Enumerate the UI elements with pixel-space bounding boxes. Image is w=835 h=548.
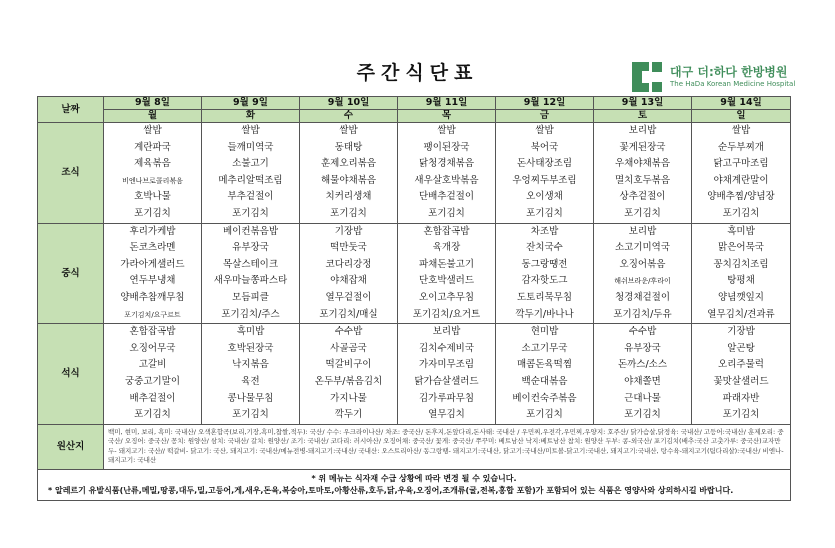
notes-row [38,469,791,500]
menu-item: 훈제오리볶음 [320,158,377,170]
menu-item: 쌀밥 [241,125,260,136]
menu-item: 궁중고기말이 [124,375,181,387]
menu-item: 깍두기/바나나 [515,308,574,320]
lunch-cell [692,223,791,324]
menu-item: 단배추겉절이 [418,191,475,203]
menu-item: 우엉찌두부조림 [512,174,577,186]
day-weekday: 금 [496,110,594,123]
menu-item: 연두부냉채 [129,275,176,287]
menu-item: 청경채겉절이 [614,291,671,303]
menu-item: 포기김치 [624,409,661,421]
menu-item: 백순대볶음 [521,375,568,387]
menu-item: 포기김치 [232,207,269,219]
menu-item: 메추리알떡조림 [218,174,283,186]
row-label-dinner: 석식 [38,324,104,425]
menu-item: 도토리묵무침 [516,291,573,303]
lunch-cell [496,223,594,324]
note-menu-change: * 위 메뉴는 식자재 수급 상황에 따라 변경 될 수 있습니다. [311,473,517,483]
menu-item: 포기김치 [330,207,367,219]
menu-item: 코다리강정 [325,258,372,270]
menu-item: 순두부찌개 [718,141,764,153]
hospital-logo [632,62,802,94]
menu-item: 팽이된장국 [423,141,470,153]
breakfast-cell [496,123,594,224]
notes-cell [38,469,791,500]
menu-item: 포기김치 [722,207,760,219]
menu-item: 낙지볶음 [232,359,269,371]
menu-item: 오이생채 [526,191,563,203]
day-weekday: 목 [398,110,496,123]
menu-item: 포기김치/주스 [221,308,280,320]
lunch-row [38,223,791,324]
menu-item: 호박된장국 [227,342,274,354]
menu-item: 사골곰국 [330,342,367,354]
menu-item: 돈코츠라멘 [129,242,176,254]
menu-item: 야채계란말이 [713,174,769,186]
menu-item: 단호박샐러드 [418,275,475,287]
menu-item: 포기김치 [134,409,171,421]
menu-item: 포기김치 [428,207,465,219]
lunch-cell [594,223,692,324]
menu-item: 새우마늘쫑파스타 [213,275,288,287]
menu-item: 쌀밥 [731,125,751,136]
menu-item: 포기김치 [722,409,760,421]
menu-item: 김가루파무침 [418,392,475,404]
origin-row [38,424,791,469]
menu-item: 감자핫도그 [521,275,568,287]
logo-name: 대구 더:하다 한방병원 [670,65,788,79]
menu-item: 야채쫄면 [624,375,661,387]
date-row [38,97,791,110]
menu-item: 북어국 [530,141,559,153]
note-allergy: * 알레르기 유발식품(난류,메밀,땅콩,대두,밀,고등어,게,새우,돈육,복숭아,토마토,아황산류,호두,닭,우육,오징어,조개류(굴,전복,홍합 포함)가 포함되어 있는 식품은 영양사와 상의하시길 바랍니다. [48,485,734,495]
menu-item: 유부장국 [624,342,661,354]
menu-item: 열무겉절이 [325,291,372,303]
menu-item: 열무김치/견과류 [707,308,775,320]
menu-item: 해쉬브라운/후라이 [614,277,671,286]
page-title: 주간식단표 [356,62,479,84]
dinner-cell [104,324,202,425]
breakfast-row [38,123,791,224]
menu-item: 베이컨볶음밥 [222,225,279,237]
menu-item: 포기김치 [134,207,171,219]
menu-item: 양배추찜/양념장 [707,191,775,203]
menu-item: 육개장 [432,242,461,254]
menu-item: 떡갈비구이 [325,359,372,371]
day-date: 9월 8일 [104,97,202,110]
menu-item: 오이고추무침 [418,291,475,303]
day-date: 9월 13일 [594,97,692,110]
menu-item: 기장밥 [727,326,755,338]
menu-item: 보리밥 [628,125,657,136]
breakfast-cell [692,123,791,224]
menu-item: 동태탕 [334,141,363,153]
menu-item: 양념깻잎지 [718,291,764,303]
menu-item: 보리밥 [432,326,461,338]
menu-item: 육전 [241,375,260,387]
dinner-cell [496,324,594,425]
menu-item: 포기김치 [526,409,563,421]
menu-item: 배추겉절이 [129,392,176,404]
menu-item: 닭청경채볶음 [418,158,475,170]
menu-item: 유부장국 [232,242,269,254]
menu-item: 멸치호두볶음 [614,174,671,186]
menu-item: 야채잡채 [330,275,367,287]
menu-item: 쌀밥 [143,125,162,136]
menu-item: 소불고기 [232,158,269,170]
day-weekday: 수 [300,110,398,123]
menu-item: 포기김치 [526,207,563,219]
menu-item: 상추겉절이 [619,191,666,203]
menu-item: 맑은어묵국 [718,242,764,254]
menu-item: 쌀밥 [437,125,456,136]
menu-item: 새우살호박볶음 [414,174,479,186]
menu-item: 포기김치/두유 [613,308,672,320]
row-label-breakfast: 조식 [38,123,104,224]
menu-item: 잔치국수 [526,242,563,254]
menu-item: 꽃맛살샐러드 [713,375,769,387]
menu-item: 오리주물럭 [718,359,764,371]
day-weekday: 일 [692,110,791,123]
menu-item: 양배추참깨무침 [120,291,185,303]
day-weekday: 화 [202,110,300,123]
menu-item: 탕평채 [727,275,755,287]
lunch-cell [202,223,300,324]
lunch-cell [300,223,398,324]
menu-item: 가라아게샐러드 [120,258,185,270]
hospital-logo-icon [632,62,662,92]
menu-item: 혼합잡곡밥 [423,225,470,237]
menu-item: 쌀밥 [535,125,554,136]
menu-item: 치커리생채 [325,191,372,203]
breakfast-cell [594,123,692,224]
day-weekday: 토 [594,110,692,123]
menu-item: 온두부/볶음김치 [314,375,383,387]
row-label-origin: 원산지 [38,424,104,469]
row-label-date: 날짜 [38,97,104,123]
menu-item: 혼합잡곡밥 [129,326,176,338]
logo-subtitle: The HaDa Korean Medicine Hospital [670,80,796,88]
dinner-cell [300,324,398,425]
menu-item: 포기김치/매실 [319,308,378,320]
menu-item: 포기김치/요거트 [412,308,481,320]
menu-item: 수수밥 [334,326,363,338]
menu-item: 열무김치 [428,409,465,421]
menu-item: 떡만둣국 [330,242,367,254]
menu-item: 흑미밥 [236,326,265,338]
menu-item: 돈까스/소스 [617,359,668,371]
menu-item: 기장밥 [334,225,363,237]
menu-item: 고갈비 [138,359,167,371]
menu-item: 수수밥 [628,326,657,338]
menu-item: 돈사태장조림 [516,158,573,170]
menu-item: 부추겉절이 [227,191,274,203]
weekday-row [38,110,791,123]
menu-item: 보리밥 [628,225,657,237]
menu-item: 닭고구마조림 [713,158,769,170]
day-date: 9월 12일 [496,97,594,110]
dinner-row [38,324,791,425]
menu-item: 흑미밥 [727,225,755,237]
menu-item: 근대나물 [624,392,661,404]
menu-item: 김치수제비국 [418,342,475,354]
lunch-cell [398,223,496,324]
dinner-cell [202,324,300,425]
menu-item: 우채야채볶음 [614,158,671,170]
breakfast-cell [104,123,202,224]
menu-item: 베이컨숙주볶음 [512,392,577,404]
origin-text: 백미, 현미, 보리, 흑미: 국내산/ 오색혼합곡(보리,기장,흑미,찹쌀,적두): 국산/ 수수: 우크라이나산/ 차조: 중국산/ 돈후지,돈앞다리,돈사태: 국내산 / 우민찌,우전각,우민찌,우양지: 호주산/ 닭가슴살,닭정육: 국내산/ 고등어:국내산/ 훈제오리: 중국산/ 오징어: 중국산/ 꽁치: 원양산/ 삼치: 국내산/ 갈치: 원양산/ 조기: 국내산/ 코다리: 러시아산/ 오징어채: 중국산/ 꽃게: 중국산/ 쭈꾸미: 베트남산 낙지:베트남산 참치: 원양산 두부: 콩-외국산/ 포기김치(배추:국산 고춧가루: 중국산)교자만두- 돼지고기: 국산// 떡갈비- 닭고기: 국산, 돼지고기: 국내산/메뉴전병-돼지고기:국내산/ 국내산: 오스트리아산/ 동그랑땡- 돼지고기:국내산, 닭고기:국내산/미트볼-닭고기:국내산, 돼지고기:국내산, 탕수육-돼지고기(팀다리살):국내산/ 비엔나- 돼지고기: 국내산 [104,424,791,469]
menu-item: 알곤탕 [727,342,755,354]
menu-item: 파채돈불고기 [418,258,475,270]
menu-item: 포기김치 [624,207,661,219]
day-date: 9월 9일 [202,97,300,110]
menu-item: 가자미무조림 [418,359,475,371]
menu-item: 쌀밥 [339,125,358,136]
menu-item: 깍두기 [334,409,363,421]
menu-item: 닭가슴살샐러드 [414,375,479,387]
menu-item: 목살스테이크 [222,258,279,270]
breakfast-cell [398,123,496,224]
menu-item: 제육볶음 [134,158,171,170]
menu-item: 차조밥 [530,225,559,237]
menu-item: 해물야채볶음 [320,174,377,186]
day-weekday: 월 [104,110,202,123]
menu-item: 현미밥 [530,326,559,338]
menu-item: 오징어무국 [129,342,176,354]
menu-item: 포기김치 [232,409,269,421]
weekly-menu-table [37,96,791,501]
menu-item: 콩나물무침 [227,392,274,404]
menu-item: 후리가케밥 [129,225,176,237]
dinner-cell [398,324,496,425]
menu-item: 동그랑땡전 [521,258,568,270]
menu-item: 모듬피클 [232,291,269,303]
day-date: 9월 11일 [398,97,496,110]
dinner-cell [594,324,692,425]
menu-item: 꽃게된장국 [619,141,666,153]
menu-item: 파래자반 [722,392,760,404]
menu-item: 들깨미역국 [227,141,274,153]
day-date: 9월 10일 [300,97,398,110]
menu-item: 꽁치김치조림 [713,258,769,270]
breakfast-cell [202,123,300,224]
day-date: 9월 14일 [692,97,791,110]
menu-item: 가지나물 [330,392,367,404]
row-label-lunch: 중식 [38,223,104,324]
menu-item: 포기김치/요구르트 [124,310,181,319]
menu-item: 계란파국 [134,141,171,153]
lunch-cell [104,223,202,324]
menu-item: 오징어볶음 [619,258,666,270]
menu-item: 비엔나브로콜리볶음 [122,176,183,185]
dinner-cell [692,324,791,425]
menu-item: 소고기미역국 [614,242,671,254]
menu-item: 매콤돈육떡찜 [516,359,573,371]
breakfast-cell [300,123,398,224]
menu-item: 소고기무국 [521,342,568,354]
menu-item: 호박나물 [134,191,171,203]
